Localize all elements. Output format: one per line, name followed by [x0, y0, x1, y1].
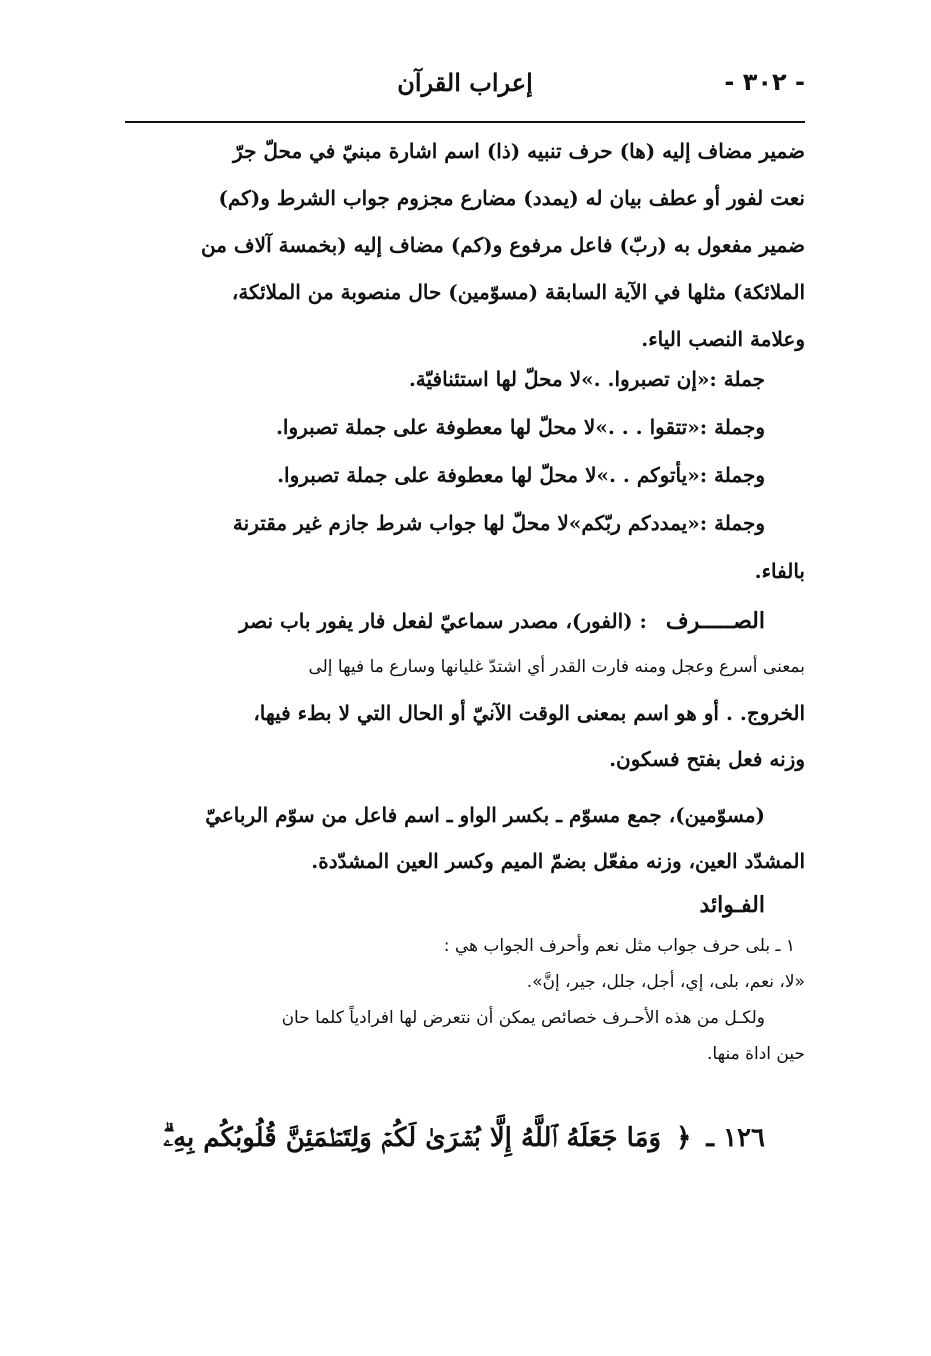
sarf-heading: الصـــــرف: [665, 608, 765, 634]
text-line: ضمير مضاف إليه (ها) حرف تنبيه (ذا) اسم اشارة مبنيّ في محلّ جرّ: [233, 139, 805, 163]
fawaid-section: [125, 882, 805, 1072]
text-line: ضمير مفعول به (ربّ) فاعل مرفوع و(كم) مضاف إليه (بخمسة آلاف من: [201, 233, 805, 257]
irab-paragraph: [125, 128, 805, 363]
fawaid-line: ولكـل من هذه الأحـرف خصائص يمكن أن نتعرض لها افرادياً كلما حان: [281, 1008, 765, 1028]
jumla-line: جملة :«إن تصبروا. .»لا محلّ لها استئنافيّة.: [408, 367, 765, 391]
text-line: المشدّد العين، وزنه مفعّل بضمّ الميم وكسر العين المشدّدة.: [311, 849, 805, 873]
text-line: وعلامة النصب الياء.: [641, 327, 805, 351]
verse-number: ١٢٦ ـ: [706, 1123, 765, 1153]
jumal-section: [125, 355, 805, 595]
text-line: (مسوّمين)، جمع مسوّم ـ بكسر الواو ـ اسم فاعل من سوّم الرباعيّ: [205, 803, 765, 827]
jumla-line: وجملة :«يمددكم ربّكم»لا محلّ لها جواب شرط جازم غير مقترنة: [232, 511, 765, 535]
header-divider: [125, 121, 805, 123]
text-line: نعت لفور أو عطف بيان له (يمدد) مضارع مجزوم جواب الشرط و(كم): [218, 186, 805, 210]
text-line: وزنه فعل بفتح فسكون.: [609, 747, 805, 771]
fawaid-line: حين اداة منها.: [707, 1044, 805, 1064]
jumla-line: وجملة :«يأتوكم . .»لا محلّ لها معطوفة على جملة تصبروا.: [277, 463, 765, 487]
text-line: الخروج. . أو هو اسم بمعنى الوقت الآنيّ أو الحال التي لا بطء فيها،: [253, 701, 805, 725]
jumla-line: وجملة :«تتقوا . . .»لا محلّ لها معطوفة على جملة تصبروا.: [275, 415, 765, 439]
page-title: إعراب القرآن: [397, 68, 533, 97]
fawaid-line: ١ ـ بلى حرف جواب مثل نعم وأحرف الجواب هي :: [443, 936, 795, 956]
fawaid-line: «لا، نعم، بلى، إي، أجل، جلل، جير، إنَّ».: [526, 972, 805, 992]
text-line: الملائكة) مثلها في الآية السابقة (مسوّمين) حال منصوبة من الملائكة،: [231, 280, 805, 304]
page-number: - ٣٠٢ -: [724, 68, 805, 96]
verse-text: وَمَا جَعَلَهُ ٱللَّهُ إِلَّا بُشۡرَىٰ لَكُمۡ وَلِتَطۡمَئِنَّ قُلُوبُكُم بِهِۦۗ: [163, 1123, 662, 1153]
quran-verse: [125, 1108, 805, 1168]
sarf-first-line: [125, 598, 805, 644]
text-line: : (الفور)، مصدر سماعيّ لفعل فار يفور باب نصر: [239, 609, 647, 633]
fawaid-heading: الفـوائد: [699, 892, 765, 918]
page-header: [125, 62, 805, 112]
jumla-line: بالفاء.: [754, 559, 805, 583]
musawwamin-paragraph: [125, 792, 805, 884]
text-line: بمعنى أسرع وعجل ومنه فارت القدر أي اشتدّ غليانها وسارع ما فيها إلى: [308, 657, 805, 677]
sarf-section: [125, 598, 805, 782]
verse-open-bracket: ﴿: [676, 1123, 692, 1153]
